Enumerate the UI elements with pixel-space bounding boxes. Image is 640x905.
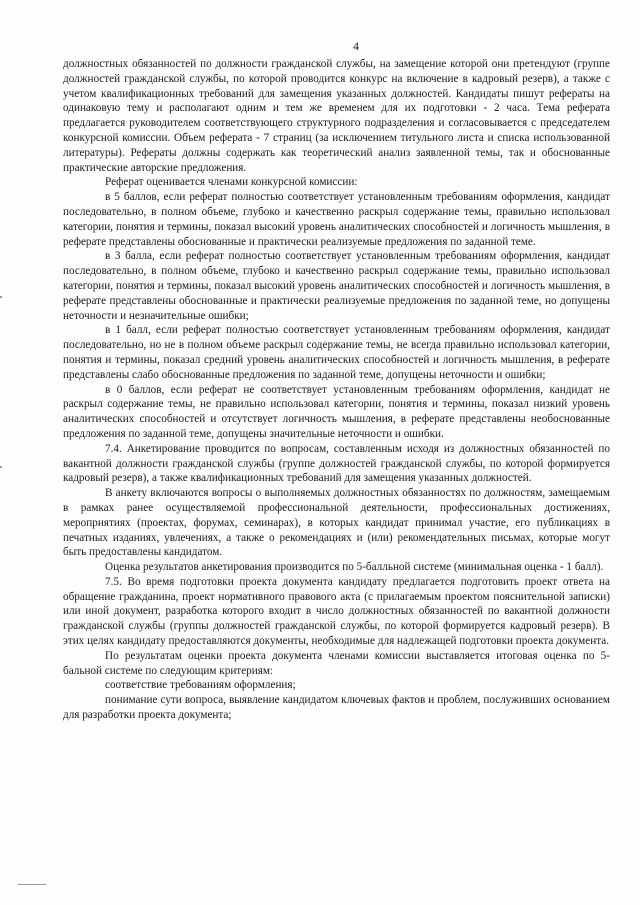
document-body	[63, 57, 610, 723]
paragraph: в 5 баллов, если реферат полностью соответствует установленным требованиям оформления, кандидат последовательно, в полном объеме, глубоко и качественно раскрыл содержание темы, правильно использовал категории, понятия и термины, показал высокий уровень аналитических способностей и логичность мышления, в реферате представлены обоснованные и практически реализуемые предложения по заданной теме.	[63, 191, 610, 248]
paragraph: должностных обязанностей по должности гражданской службы, на замещение которой они претендуют (группе должностей гражданской службы, по которой проводится конкурс на включение в кадровый резерв), а также с учетом квалификационных требований для замещения указанных должностей. Кандидаты пишут рефераты на одинаковую тему и располагают одним и тем же временем для их подготовки - 2 часа. Тема реферата предлагается руководителем соответствующего структурного подразделения и согласовывается с председателем конкурсной комиссии. Объем реферата - 7 страниц (за исключением титульного листа и списка использованной литературы). Рефераты должны содержать как теоретический анализ заявленной темы, так и обоснованные практические авторские предложения.	[63, 58, 610, 174]
paragraph: в 1 балл, если реферат полностью соответствует установленным требованиям оформления, кандидат последовательно, но не в полном объеме раскрыл содержание темы, не всегда правильно использовал категории, понятия и термины, показал средний уровень аналитических способностей и логичность мышления, в реферате представлены слабо обоснованные предложения по заданной теме, допущены неточности и ошибки;	[63, 324, 610, 381]
paragraph: 7.5. Во время подготовки проекта документа кандидату предлагается подготовить проект ответа на обращение гражданина, проект нормативного правового акта (с прилагаемым проектом пояснительной записки) или иной документ, разработка которого входит в число должностных обязанностей по вакантной должности гражданской службы (группы должностей гражданской службы, по которой формируется кадровый резерв). В этих целях кандидату предоставляются документы, необходимые для надлежащей подготовки проекта документа.	[63, 575, 610, 648]
scan-mark	[0, 296, 2, 298]
scan-mark	[18, 884, 46, 885]
paragraph: 7.4. Анкетирование проводится по вопросам, составленным исходя из должностных обязанностей по вакантной должности гражданской службы (группе должностей гражданской службы, по которой формируется кадровый резерв), а также квалификационных требований для замещения указанных должностей.	[63, 442, 610, 485]
scan-mark	[0, 466, 2, 468]
paragraph: в 0 баллов, если реферат не соответствует установленным требованиям оформления, кандидат не раскрыл содержание темы, не правильно использовал категории, понятия и термины, показал низкий уровень аналитических способностей и отсутствует логичность мышления, в реферате представлены необоснованные предложения по заданной теме, допущены значительные неточности и ошибки.	[63, 383, 610, 440]
paragraph: Реферат оценивается членами конкурсной комиссии:	[105, 176, 358, 189]
paragraph: По результатам оценки проекта документа членами комиссии выставляется итоговая оценка по 5-бальной системе по следующим критериям:	[63, 649, 610, 677]
paragraph: В анкету включаются вопросы о выполняемых должностных обязанностях по должностям, замещаемым в рамках ранее осуществляемой профессиональной деятельности, профессиональных достижениях, мероприятиях (проектах, форумах, семинарах), в которых кандидат принимал участие, его публикациях в печатных изданиях, увлечениях, а также о рекомендациях и (или) рекомендательных письмах, которые могут быть предоставлены кандидатом.	[63, 487, 610, 559]
paragraph: в 3 балла, если реферат полностью соответствует установленным требованиям оформления, кандидат последовательно, в полном объеме, глубоко и качественно раскрыл содержание темы, правильно использовал категории, понятия и термины, показал высокий уровень аналитических способностей и логичность мышления, в реферате представлены обоснованные и практически реализуемые предложения по заданной теме, но допущены неточности и незначительные ошибки;	[63, 250, 610, 322]
paragraph: соответствие требованиям оформления;	[105, 679, 296, 692]
paragraph: понимание сути вопроса, выявление кандидатом ключевых фактов и проблем, послуживших основанием для разработки проекта документа;	[63, 694, 610, 722]
page-number: 4	[353, 39, 359, 53]
paragraph: Оценка результатов анкетирования производится по 5-балльной системе (минимальная оценка - 1 балл).	[105, 561, 604, 574]
